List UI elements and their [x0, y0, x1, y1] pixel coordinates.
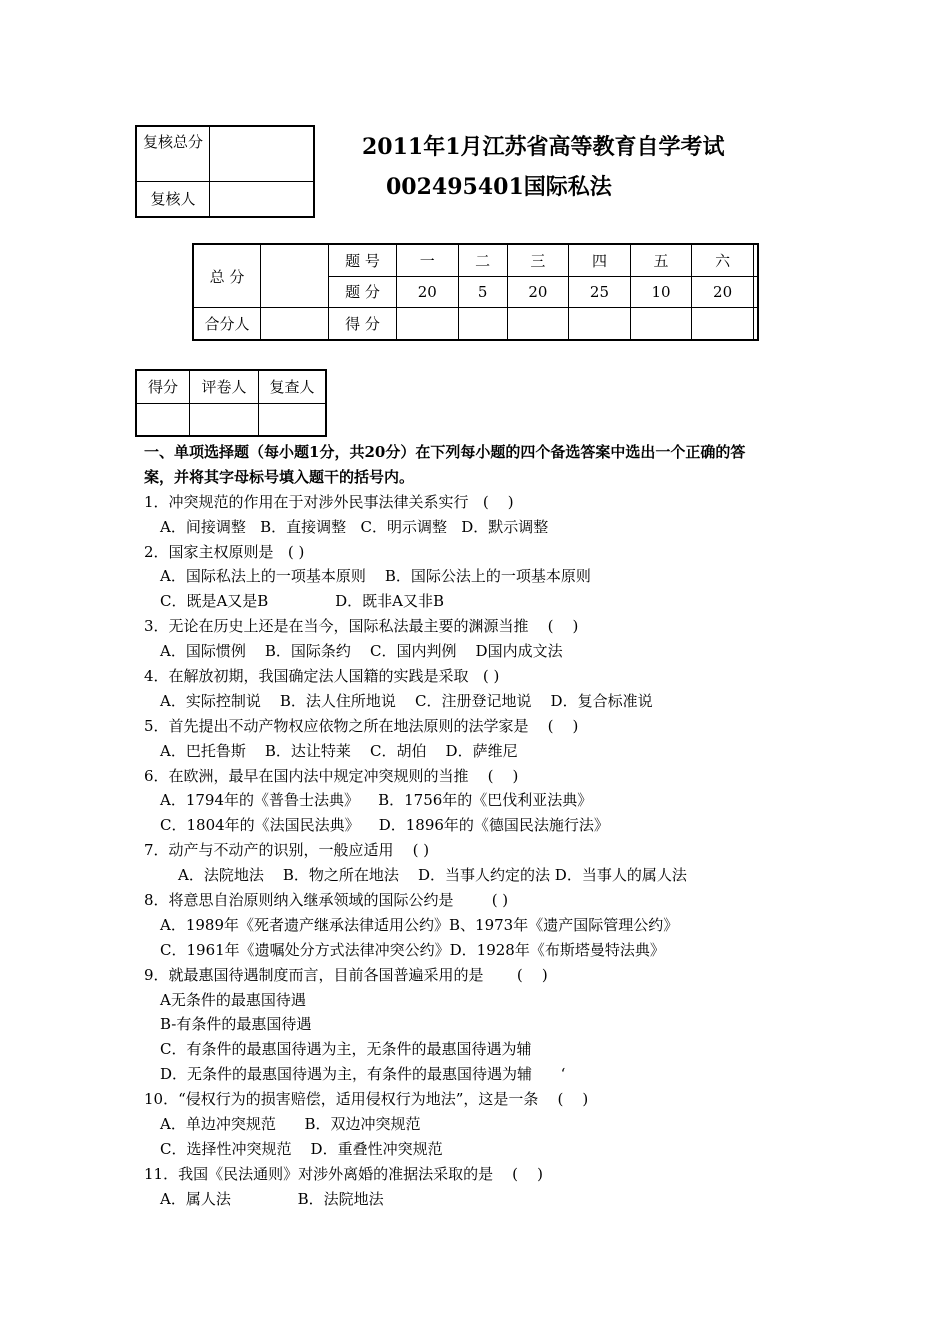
question-options: A．单边冲突规范 B．双边冲突规范: [160, 1115, 421, 1134]
question-options: C．1961年《遗嘱处分方式法律冲突公约》D．1928年《布斯塔曼特法典》: [160, 940, 665, 959]
question-options: A．国际私法上的一项基本原则 B．国际公法上的一项基本原则: [160, 567, 591, 586]
exam-subject: 002495401国际私法: [386, 174, 612, 200]
question-number: [753, 244, 758, 276]
question-number: 一: [397, 244, 459, 276]
section-heading: 一、单项选择题（每小题1分，共20分）在下列每小题的四个备选答案中选出一个正确的答: [144, 443, 746, 461]
question-stem: 1．冲突规范的作用在于对涉外民事法律关系实行 ( ): [144, 492, 514, 511]
grader-table: [135, 369, 327, 437]
question-options: D．无条件的最惠国待遇为主，有条件的最惠国待遇为辅 ‘: [160, 1065, 566, 1084]
total-score-label: 总 分: [193, 244, 261, 308]
question-stem: 10．“侵权行为的损害赔偿，适用侵权行为地法”，这是一条 ( ): [144, 1090, 589, 1109]
question-options: A无条件的最惠国待遇: [160, 990, 306, 1009]
exam-title: 2011年1月江苏省高等教育自学考试: [362, 134, 725, 160]
question-points: 20: [692, 276, 754, 308]
score-cell: [136, 403, 190, 436]
obtained-score-cell: [458, 308, 507, 340]
question-options: A．属人法 B．法院地法: [160, 1189, 384, 1208]
section-heading-cont: 案，并将其字母标号填入题干的括号内。: [144, 467, 415, 486]
grader-cell: [190, 403, 259, 436]
question-options: A．实际控制说 B．法人住所地说 C．注册登记地说 D．复合标准说: [160, 691, 653, 710]
obtained-score-cell: [507, 308, 569, 340]
question-options: C．选择性冲突规范 D．重叠性冲突规范: [160, 1139, 443, 1158]
question-options: C．既是A又是B D．既非A又非B: [160, 592, 444, 611]
question-options: A．法院地法 B．物之所在地法 D．当事人约定的法 D．当事人的属人法: [178, 866, 687, 885]
question-number: 五: [630, 244, 692, 276]
grader-header: 评卷人: [190, 370, 259, 403]
question-stem: 7．动产与不动产的识别，一般应适用 ( ): [144, 841, 430, 860]
question-stem: 8．将意思自治原则纳入继承领域的国际公约是 ( ): [144, 891, 509, 910]
obtained-score-cell: [397, 308, 459, 340]
obtained-score-cell: [692, 308, 754, 340]
question-stem: 3．无论在历史上还是在当今，国际私法最主要的渊源当推 ( ): [144, 617, 579, 636]
score-summary-table: [192, 243, 759, 341]
question-options: A．1794年的《普鲁士法典》 B．1756年的《巴伐利亚法典》: [160, 791, 593, 810]
rechecker-cell: [259, 403, 327, 436]
review-total-cell: [210, 126, 315, 181]
question-points: [753, 276, 758, 308]
obtained-score-cell: [753, 308, 758, 340]
obtained-score-cell: [630, 308, 692, 340]
question-points: 10: [630, 276, 692, 308]
question-number: 四: [569, 244, 631, 276]
combiner-label: 合分人: [193, 308, 261, 340]
total-score-cell: [261, 244, 329, 308]
question-number-label: 题 号: [329, 244, 397, 276]
question-stem: 4．在解放初期，我国确定法人国籍的实践是采取 ( ): [144, 667, 500, 686]
combiner-cell: [261, 308, 329, 340]
question-stem: 2．国家主权原则是 ( ): [144, 542, 305, 561]
question-options: A．1989年《死者遗产继承法律适用公约》B、1973年《遗产国际管理公约》: [160, 915, 679, 934]
reviewer-label: 复核人: [136, 181, 210, 217]
question-number: 六: [692, 244, 754, 276]
question-options: C．有条件的最惠国待遇为主，无条件的最惠国待遇为辅: [160, 1040, 532, 1059]
review-score-table: [135, 125, 315, 218]
question-options: C．1804年的《法国民法典》 D．1896年的《德国民法施行法》: [160, 816, 609, 835]
question-points-label: 题 分: [329, 276, 397, 308]
obtained-score-label: 得 分: [329, 308, 397, 340]
question-options: A．巴托鲁斯 B．达让特莱 C．胡伯 D．萨维尼: [160, 741, 518, 760]
question-points: 20: [397, 276, 459, 308]
rechecker-header: 复查人: [259, 370, 327, 403]
question-options: A．间接调整 B．直接调整 C．明示调整 D．默示调整: [160, 517, 549, 536]
score-header: 得分: [136, 370, 190, 403]
question-options: B-有条件的最惠国待遇: [160, 1015, 312, 1034]
reviewer-cell: [210, 181, 315, 217]
question-points: 25: [569, 276, 631, 308]
question-stem: 5．首先提出不动产物权应依物之所在地法原则的法学家是 ( ): [144, 716, 579, 735]
question-list: [144, 490, 824, 1212]
question-number: 二: [458, 244, 507, 276]
question-stem: 9．就最惠国待遇制度而言，目前各国普遍采用的是 ( ): [144, 965, 548, 984]
obtained-score-cell: [569, 308, 631, 340]
question-options: A．国际惯例 B．国际条约 C．国内判例 D国内成文法: [160, 642, 563, 661]
question-stem: 11．我国《民法通则》对涉外离婚的准据法采取的是 ( ): [144, 1164, 543, 1183]
question-content: [144, 440, 824, 1212]
question-points: 5: [458, 276, 507, 308]
question-stem: 6．在欧洲，最早在国内法中规定冲突规则的当推 ( ): [144, 766, 519, 785]
review-total-label: 复核总分: [136, 126, 210, 181]
question-number: 三: [507, 244, 569, 276]
question-points: 20: [507, 276, 569, 308]
